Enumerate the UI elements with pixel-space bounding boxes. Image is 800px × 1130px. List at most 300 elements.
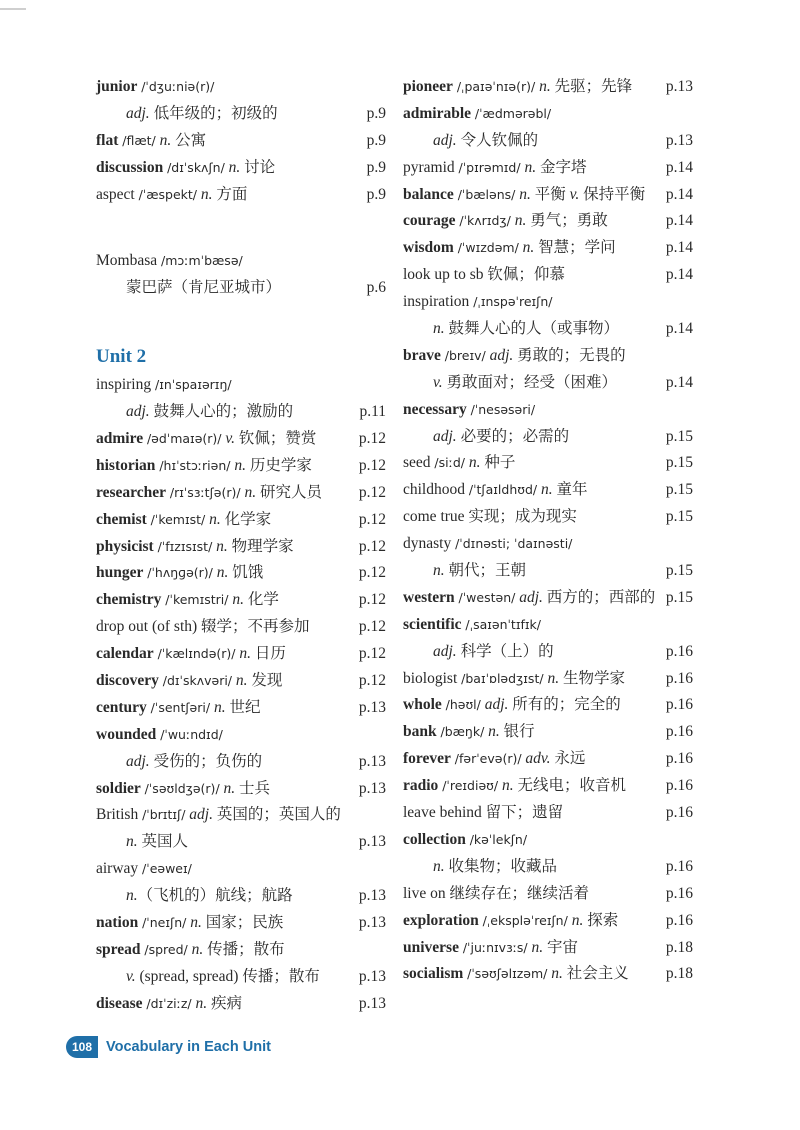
- phonetic: /ˈeəweɪ/: [142, 861, 192, 877]
- headword: dynasty: [403, 535, 452, 553]
- definition-continuation: [403, 854, 693, 881]
- definition-continuation: [96, 964, 386, 991]
- headword: radio: [403, 777, 439, 795]
- vocabulary-entry: [96, 910, 386, 937]
- part-of-speech: n.: [464, 454, 481, 472]
- vocabulary-entry: [403, 289, 693, 316]
- definition: 童年: [552, 481, 588, 499]
- page-reference: p.16: [665, 642, 693, 660]
- vocabulary-entry: [96, 74, 386, 101]
- definition: 金字塔: [536, 158, 587, 176]
- phonetic: /ˈneɪʃn/: [142, 915, 187, 931]
- page-reference: p.16: [665, 669, 693, 687]
- page-reference: p.6: [366, 279, 386, 297]
- vocabulary-entry: [403, 477, 693, 504]
- page-reference: p.15: [665, 454, 693, 472]
- headword: whole: [403, 696, 442, 714]
- phonetic: /ˈsentʃəri/: [150, 699, 211, 715]
- page-reference: p.18: [665, 938, 693, 956]
- definition: 继续存在；继续活着: [445, 884, 590, 902]
- phonetic: /ˌpaɪəˈnɪə(r)/: [456, 79, 536, 94]
- definition: 留下；遗留: [481, 804, 564, 822]
- phonetic: /ˈwɪzdəm/: [457, 240, 519, 256]
- headword: look up to sb: [403, 266, 484, 284]
- headword: wounded: [96, 725, 157, 743]
- definition: 西方的；西部的: [542, 588, 656, 606]
- page-reference: p.13: [358, 698, 386, 716]
- phonetic: /flæt/: [122, 132, 156, 148]
- vocabulary-entry: [403, 531, 693, 558]
- definition: 保持平衡: [579, 185, 646, 203]
- vocabulary-entry: [96, 480, 386, 507]
- page-reference: p.13: [358, 752, 386, 770]
- part-of-speech: adv.: [521, 750, 551, 768]
- part-of-speech: n.: [518, 239, 535, 257]
- page-reference: p.15: [665, 588, 693, 606]
- page-reference: p.12: [358, 483, 386, 501]
- headword: researcher: [96, 483, 166, 501]
- part-of-speech: adj.: [126, 752, 150, 770]
- definition: 英国人: [137, 833, 189, 851]
- part-of-speech: n.: [433, 562, 445, 580]
- phonetic: /dɪˈskʌvəri/: [162, 673, 233, 689]
- vocabulary-entry: [403, 155, 693, 182]
- page-reference: p.14: [665, 185, 693, 203]
- phonetic: /ˈhʌŋɡə(r)/: [147, 565, 213, 581]
- headword: bank: [403, 723, 437, 741]
- definition: 方面: [212, 185, 248, 203]
- vocabulary-entry: [96, 802, 386, 829]
- headword: calendar: [96, 645, 154, 663]
- phonetic: /ˈkemɪstri/: [165, 592, 229, 608]
- part-of-speech: v.: [569, 185, 580, 203]
- phonetic: /mɔːmˈbæsə/: [161, 253, 243, 269]
- part-of-speech: adj.: [485, 346, 514, 364]
- definition: 钦佩；仰慕: [483, 266, 565, 284]
- part-of-speech: n.: [224, 158, 241, 176]
- vocabulary-column-left: [96, 74, 386, 1018]
- headword: chemist: [96, 510, 147, 528]
- page-reference: p.14: [665, 158, 693, 176]
- vocabulary-entry: [403, 612, 693, 639]
- page-reference: p.13: [358, 779, 386, 797]
- part-of-speech: n.: [219, 779, 236, 797]
- headword: discussion: [96, 158, 164, 176]
- part-of-speech: n.: [187, 940, 204, 958]
- headword: soldier: [96, 779, 141, 797]
- headword: inspiring: [96, 376, 152, 394]
- definition: 智慧；学问: [534, 239, 616, 257]
- page-reference: p.18: [665, 965, 693, 983]
- page-reference: p.9: [366, 131, 386, 149]
- headword: physicist: [96, 537, 154, 555]
- page-reference: p.12: [358, 456, 386, 474]
- phonetic: /ˈdɪnəsti; ˈdaɪnəsti/: [455, 536, 573, 552]
- vocabulary-entry: [96, 722, 386, 749]
- vocabulary-entry: [96, 128, 386, 155]
- part-of-speech: adj.: [126, 403, 150, 421]
- headword: biologist: [403, 669, 458, 687]
- vocabulary-entry: [403, 208, 693, 235]
- part-of-speech: n.: [205, 510, 221, 528]
- vocabulary-entry: [96, 453, 386, 480]
- part-of-speech: n.: [535, 78, 551, 95]
- vocabulary-entry: [96, 372, 386, 399]
- part-of-speech: v.: [221, 430, 235, 448]
- page-reference: p.13: [358, 994, 386, 1012]
- definition: 宇宙: [543, 938, 579, 956]
- page-number-badge: 108: [66, 1036, 98, 1058]
- phonetic: /ˈpɪrəmɪd/: [458, 159, 521, 175]
- page-reference: p.13: [665, 78, 693, 95]
- vocabulary-entry: [96, 937, 386, 964]
- page-reference: p.13: [358, 967, 386, 985]
- phonetic: /həʊl/: [445, 697, 481, 713]
- page-reference: p.16: [665, 777, 693, 795]
- headword: discovery: [96, 672, 159, 690]
- definition: 种子: [480, 454, 516, 472]
- page-reference: p.16: [665, 911, 693, 929]
- headword: historian: [96, 456, 156, 474]
- definition: （飞机的）航线；航路: [137, 887, 293, 905]
- headword: exploration: [403, 911, 479, 929]
- definition-continuation: [96, 399, 386, 426]
- vocabulary-entry: [403, 719, 693, 746]
- page-reference: p.12: [358, 645, 386, 663]
- vocabulary-entry: [96, 560, 386, 587]
- vocabulary-entry: [96, 668, 386, 695]
- part-of-speech: n.: [191, 994, 208, 1012]
- part-of-speech: v.: [126, 967, 136, 985]
- part-of-speech: n.: [498, 777, 514, 795]
- phonetic: /ˌɪnspəˈreɪʃn/: [473, 294, 553, 310]
- part-of-speech: n.: [567, 911, 584, 929]
- page-reference: p.16: [665, 884, 693, 902]
- definition: 生物学家: [559, 669, 625, 687]
- definition: 受伤的；负伤的: [149, 752, 263, 770]
- part-of-speech: adj.: [433, 642, 457, 660]
- definition-continuation: [96, 883, 386, 910]
- phonetic: /ˈkemɪst/: [150, 511, 206, 527]
- part-of-speech: n.: [212, 564, 229, 582]
- page-reference: p.12: [358, 537, 386, 555]
- phonetic: /ˈjuːnɪvɜːs/: [462, 939, 528, 955]
- definition-continuation: [403, 128, 693, 155]
- page-reference: p.12: [358, 430, 386, 448]
- page-reference: p.14: [665, 373, 693, 391]
- page-reference: p.15: [665, 508, 693, 526]
- page-reference: p.13: [358, 833, 386, 851]
- part-of-speech: n.: [510, 212, 527, 230]
- headword: British: [96, 806, 139, 824]
- headword: leave behind: [403, 804, 482, 822]
- definition: 社会主义: [562, 965, 629, 983]
- definition-continuation: [403, 424, 693, 451]
- page-reference: p.11: [359, 403, 386, 421]
- vocabulary-entry: [96, 587, 386, 614]
- headword: seed: [403, 454, 431, 472]
- page-reference: p.14: [665, 266, 693, 284]
- definition: 英国的；英国人的: [212, 806, 341, 824]
- definition: 物理学家: [227, 537, 294, 555]
- page-reference: p.16: [665, 723, 693, 741]
- definition: 辍学；不再参加: [197, 618, 310, 636]
- phonetic: /siːd/: [434, 455, 465, 471]
- headword: western: [403, 588, 455, 606]
- vocabulary-entry: [96, 534, 386, 561]
- page-reference: p.12: [358, 591, 386, 609]
- part-of-speech: n.: [155, 131, 172, 149]
- phonetic: /dɪˈskʌʃn/: [167, 159, 225, 175]
- part-of-speech: n.: [433, 320, 445, 338]
- definition: 平衡: [530, 185, 570, 203]
- headword: hunger: [96, 564, 144, 582]
- page-reference: p.14: [665, 320, 693, 338]
- vocabulary-entry: [403, 343, 693, 370]
- part-of-speech: n.: [537, 481, 553, 499]
- vocabulary-entry: [96, 248, 386, 275]
- definition: 国家；民族: [201, 914, 284, 932]
- headword: Mombasa: [96, 252, 158, 270]
- page-reference: p.16: [665, 857, 693, 875]
- phonetic: /ˈsəʊldʒə(r)/: [144, 780, 220, 796]
- top-edge-mark: [0, 8, 26, 10]
- page-reference: p.12: [358, 618, 386, 636]
- definition: 低年级的；初级的: [149, 104, 278, 122]
- definition: 发现: [247, 672, 283, 690]
- definition: 探索: [583, 911, 619, 929]
- vocabulary-entry: [96, 182, 386, 209]
- vocabulary-entry: [403, 692, 693, 719]
- phonetic: /ˈwestən/: [458, 589, 516, 605]
- headword: collection: [403, 830, 466, 848]
- phonetic: /ˈnesəsəri/: [470, 401, 536, 417]
- headword: universe: [403, 938, 459, 956]
- phonetic: /ˈwuːndɪd/: [160, 726, 223, 742]
- unit-heading: Unit 2: [96, 346, 147, 368]
- headword: scientific: [403, 615, 462, 633]
- page-reference: p.9: [366, 104, 386, 122]
- part-of-speech: n.: [484, 723, 500, 741]
- headword: come true: [403, 508, 465, 526]
- headword: pioneer: [403, 78, 453, 95]
- phonetic: /ɪnˈspaɪərɪŋ/: [155, 377, 232, 393]
- part-of-speech: n.: [543, 669, 560, 687]
- part-of-speech: adj.: [126, 104, 150, 122]
- phonetic: /ˈbæləns/: [457, 186, 516, 202]
- definition: 勇敢的；无畏的: [513, 346, 626, 364]
- definition-continuation: [403, 639, 693, 666]
- headword: pyramid: [403, 158, 455, 176]
- definition: 勇敢面对；经受（困难）: [442, 373, 617, 391]
- part-of-speech: n.: [228, 591, 244, 609]
- phonetic: /ədˈmaɪə(r)/: [146, 431, 222, 447]
- part-of-speech: n.: [240, 483, 257, 501]
- phonetic: /hɪˈstɔːriən/: [159, 457, 231, 473]
- definition-continuation: [96, 275, 386, 302]
- headword: nation: [96, 914, 139, 932]
- definition-continuation: [96, 829, 386, 856]
- page-reference: p.14: [665, 239, 693, 257]
- vocabulary-entry: [403, 182, 693, 209]
- headword: disease: [96, 994, 143, 1012]
- vocabulary-entry: [403, 961, 693, 988]
- phonetic: /ˈfɪzɪsɪst/: [157, 538, 213, 554]
- headword: childhood: [403, 481, 465, 499]
- part-of-speech: n.: [515, 185, 531, 203]
- vocabulary-entry: [96, 695, 386, 722]
- vocabulary-entry: [403, 74, 693, 101]
- headword: admirable: [403, 104, 472, 122]
- part-of-speech: adj.: [433, 427, 457, 445]
- vocabulary-entry: [403, 585, 693, 612]
- page-reference: p.15: [665, 481, 693, 499]
- part-of-speech: adj.: [480, 696, 509, 714]
- vocabulary-entry: [403, 773, 693, 800]
- headword: live on: [403, 884, 446, 902]
- headword: admire: [96, 430, 144, 448]
- definition: 讨论: [240, 158, 276, 176]
- part-of-speech: n.: [547, 965, 563, 983]
- definition: 日历: [251, 645, 286, 663]
- definition-continuation: [403, 370, 693, 397]
- definition: 研究人员: [256, 483, 322, 501]
- definition: 疾病: [207, 994, 243, 1012]
- vocabulary-entry: [403, 881, 693, 908]
- page-reference: p.13: [358, 887, 386, 905]
- phonetic: /fərˈevə(r)/: [454, 751, 522, 767]
- page-reference: p.13: [358, 914, 386, 932]
- definition: 饥饿: [228, 564, 264, 582]
- part-of-speech: n.: [126, 887, 138, 905]
- part-of-speech: adj.: [185, 806, 213, 824]
- part-of-speech: n.: [212, 537, 228, 555]
- vocabulary-entry: [403, 935, 693, 962]
- definition: 鼓舞人心的人（或事物）: [444, 320, 620, 338]
- phonetic: /ˈtʃaɪldhʊd/: [468, 482, 538, 498]
- page-reference: p.14: [665, 212, 693, 230]
- vocabulary-entry: [96, 856, 386, 883]
- vocabulary-entry: [403, 746, 693, 773]
- part-of-speech: adj.: [433, 131, 457, 149]
- definition: 收集物；收藏品: [444, 857, 558, 875]
- definition: 先驱；先锋: [550, 78, 633, 95]
- definition: 所有的；完全的: [508, 696, 621, 714]
- phonetic: /breɪv/: [444, 347, 486, 363]
- headword: forever: [403, 750, 451, 768]
- phonetic: /ˌsaɪənˈtɪfɪk/: [465, 616, 541, 632]
- page-reference: p.16: [665, 696, 693, 714]
- definition: 必要的；必需的: [456, 427, 570, 445]
- vocabulary-column-right: [403, 74, 693, 988]
- phonetic: /rɪˈsɜːtʃə(r)/: [169, 484, 241, 500]
- part-of-speech: n.: [235, 645, 251, 663]
- headword: flat: [96, 131, 119, 149]
- phonetic: /bæŋk/: [440, 724, 485, 740]
- definition: 朝代；王朝: [444, 562, 527, 580]
- definition: 无线电；收音机: [513, 777, 626, 795]
- phonetic: /ˈreɪdiəʊ/: [442, 778, 499, 794]
- page-reference: p.16: [665, 750, 693, 768]
- vocabulary-entry: [96, 507, 386, 534]
- vocabulary-entry: [96, 991, 386, 1018]
- definition: 传播；散布: [203, 940, 285, 958]
- vocabulary-entry: [403, 450, 693, 477]
- page-reference: p.16: [665, 804, 693, 822]
- definition: 历史学家: [245, 456, 312, 474]
- definition-continuation: [403, 316, 693, 343]
- section-spacer: [96, 302, 386, 342]
- phonetic: /dɪˈziːz/: [146, 995, 192, 1011]
- vocabulary-entry: [96, 776, 386, 803]
- page-reference: p.12: [358, 510, 386, 528]
- part-of-speech: adj.: [515, 588, 543, 606]
- phonetic: /ˌekspləˈreɪʃn/: [482, 912, 568, 928]
- page-reference: p.12: [358, 564, 386, 582]
- page-reference: p.9: [366, 158, 386, 176]
- vocabulary-entry: [403, 908, 693, 935]
- definition: 化学: [244, 591, 279, 609]
- definition-continuation: [96, 101, 386, 128]
- phonetic: /baɪˈɒlədʒɪst/: [461, 670, 544, 686]
- definition: 勇气；勇敢: [526, 212, 608, 230]
- definition: 公寓: [171, 131, 207, 149]
- vocabulary-entry: [403, 827, 693, 854]
- section-spacer: [96, 208, 386, 248]
- phonetic: /ˈædmərəbl/: [474, 105, 552, 121]
- phonetic: /ˈbrɪtɪʃ/: [142, 807, 186, 823]
- phonetic: /ˈdʒuːniə(r)/: [141, 79, 215, 94]
- headword: courage: [403, 212, 456, 230]
- headword: airway: [96, 860, 139, 878]
- page-reference: p.15: [665, 427, 693, 445]
- vocabulary-entry: [403, 235, 693, 262]
- definition: 科学（上）的: [456, 642, 554, 660]
- page-reference: p.9: [366, 185, 386, 203]
- phonetic: /ˈkælɪndə(r)/: [157, 646, 236, 662]
- definition-continuation: [96, 749, 386, 776]
- definition: 蒙巴萨（肯尼亚城市）: [126, 279, 282, 297]
- headword: necessary: [403, 400, 467, 418]
- vocabulary-entry: [96, 614, 386, 641]
- page-reference: p.15: [665, 562, 693, 580]
- phonetic: /ˈsəʊʃəlɪzəm/: [467, 966, 548, 982]
- headword: spread: [96, 940, 141, 958]
- vocabulary-entry: [403, 101, 693, 128]
- phonetic: /ˈkʌrɪdʒ/: [459, 213, 511, 229]
- part-of-speech: v.: [433, 373, 443, 391]
- phonetic: /spred/: [144, 941, 188, 957]
- phonetic: /ˈæspekt/: [138, 186, 198, 202]
- definition: 化学家: [220, 510, 272, 528]
- definition: 士兵: [235, 779, 271, 797]
- part-of-speech: n.: [210, 698, 226, 716]
- headword: wisdom: [403, 239, 454, 257]
- part-of-speech: n.: [126, 833, 138, 851]
- part-of-speech: n.: [433, 857, 445, 875]
- page-footer: [66, 1035, 271, 1059]
- definition-continuation: [403, 558, 693, 585]
- definition: 令人钦佩的: [456, 131, 539, 149]
- headword: inspiration: [403, 293, 470, 311]
- definition: 银行: [499, 723, 535, 741]
- page-reference: p.13: [665, 131, 693, 149]
- headword: chemistry: [96, 591, 162, 609]
- headword: brave: [403, 346, 441, 364]
- vocabulary-entry: [403, 262, 693, 289]
- part-of-speech: n.: [527, 938, 544, 956]
- definition: 世纪: [225, 698, 261, 716]
